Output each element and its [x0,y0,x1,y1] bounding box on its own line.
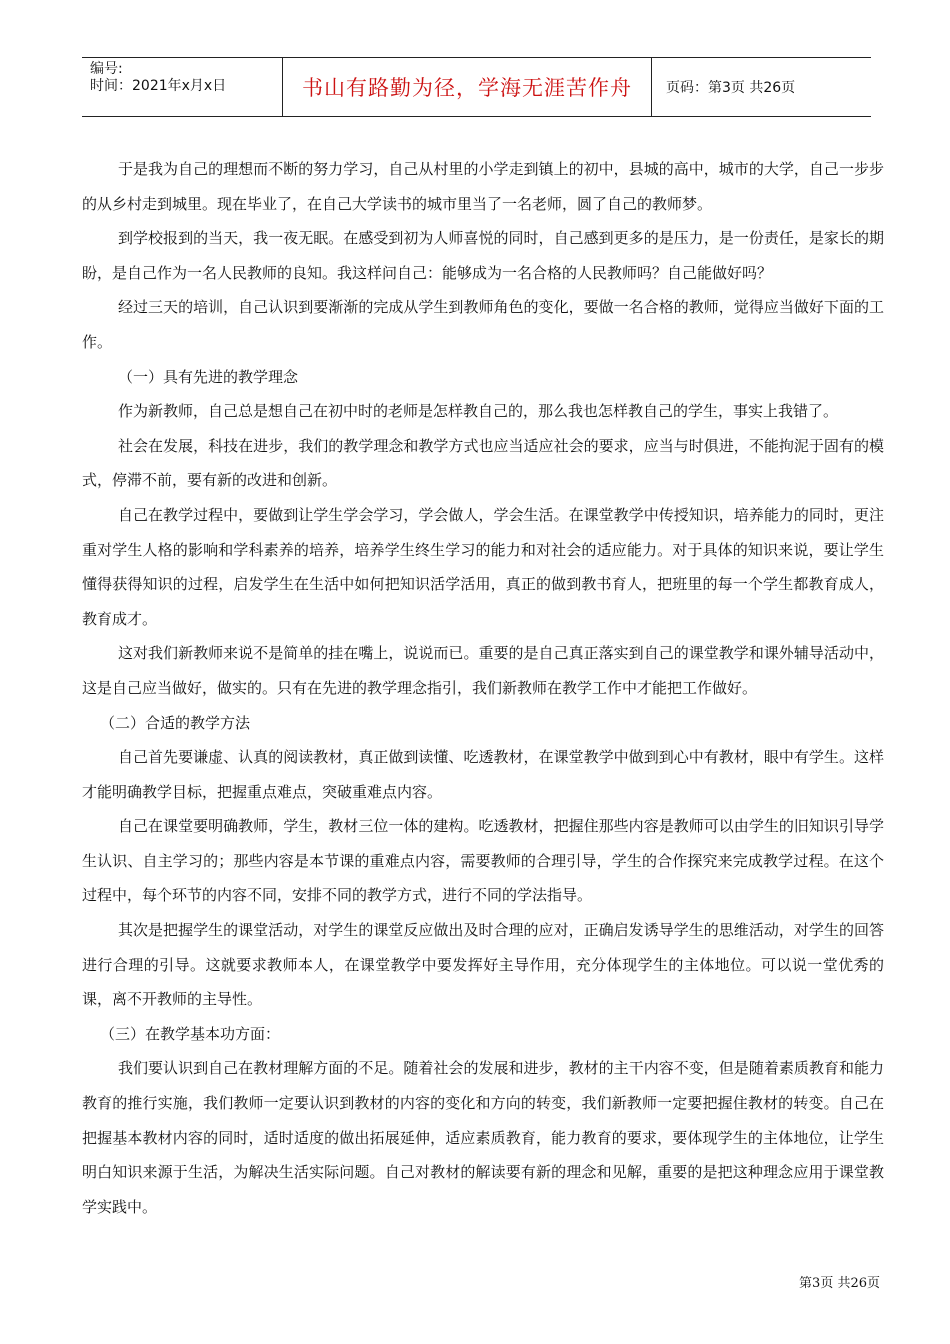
header-page-label: 页码：第3页 共26页 [666,80,796,96]
body-paragraph: 社会在发展，科技在进步，我们的教学理念和教学方式也应当适应社会的要求，应当与时俱进，不能拘泥于固有的模式，停滞不前，要有新的改进和创新。 [82,436,884,490]
body-paragraph: 自己在课堂要明确教师，学生，教材三位一体的建构。吃透教材，把握住那些内容是教师可以由学生的旧知识引导学生认识、自主学习的；那些内容是本节课的重难点内容，需要教师的合理引导，学生的合作探究来完成教学过程。在这个过程中，每个环节的内容不同，安排不同的教学方式，进行不同的学法指导。 [82,817,884,905]
section-heading-1: （一）具有先进的教学理念 [118,367,299,386]
body-paragraph: 我们要认识到自己在教材理解方面的不足。随着社会的发展和进步，教材的主干内容不变，但是随着素质教育和能力教育的推行实施，我们教师一定要认识到教材的内容的变化和方向的转变，我们新教师一定要把握住教材的转变。自己在把握基本教材内容的同时，适时适度的做出拓展延伸，适应素质教育，能力教育的要求，要体现学生的主体地位，让学生明白知识来源于生活，为解决生活实际问题。自己对教材的解读要有新的理念和见解，重要的是把这种理念应用于课堂教学实践中。 [82,1059,884,1216]
page-header [82,57,871,117]
document-body [82,152,884,1224]
body-paragraph: 经过三天的培训，自己认识到要渐渐的完成从学生到教师角色的变化，要做一名合格的教师，觉得应当做好下面的工作。 [82,298,884,351]
body-paragraph: 到学校报到的当天，我一夜无眠。在感受到初为人师喜悦的同时，自己感到更多的是压力，是一份责任，是家长的期盼，是自己作为一名人民教师的良知。我这样问自己：能够成为一名合格的人民教师吗？自己能做好吗？ [82,229,884,282]
body-paragraph: 作为新教师，自己总是想自己在初中时的老师是怎样教自己的，那么我也怎样教自己的学生，事实上我错了。 [118,402,839,421]
body-paragraph: 自己首先要谦虚、认真的阅读教材，真正做到读懂、吃透教材，在课堂教学中做到到心中有教材，眼中有学生。这样才能明确教学目标，把握重点难点，突破重难点内容。 [82,748,884,801]
header-meta [82,58,282,116]
body-paragraph: 自己在教学过程中，要做到让学生学会学习，学会做人，学会生活。在课堂教学中传授知识，培养能力的同时，更注重对学生人格的影响和学科素养的培养，培养学生终生学习的能力和对社会的适应能力。对于具体的知识来说，要让学生懂得获得知识的过程，启发学生在生活中如何把知识活学活用，真正的做到教书育人，把班里的每一个学生都教育成人，教育成才。 [82,505,884,628]
header-motto: 书山有路勤为径，学海无涯苦作舟 [282,58,652,116]
body-paragraph: 这对我们新教师来说不是简单的挂在嘴上，说说而已。重要的是自己真正落实到自己的课堂教学和课外辅导活动中，这是自己应当做好，做实的。只有在先进的教学理念指引，我们新教师在教学工作中才能把工作做好。 [82,644,884,697]
document-date-label: 时间：2021年x月x日 [90,78,227,94]
page-footer: 第3页 共26页 [799,1276,880,1291]
body-paragraph: 其次是把握学生的课堂活动，对学生的课堂反应做出及时合理的应对，正确启发诱导学生的思维活动，对学生的回答进行合理的引导。这就要求教师本人，在课堂教学中要发挥好主导作用，充分体现学生的主体地位。可以说一堂优秀的课，离不开教师的主导性。 [82,921,884,1009]
section-heading-2: （二）合适的教学方法 [100,713,251,732]
document-number-label: 编号: [90,61,123,77]
section-heading-3: （三）在教学基本功方面： [100,1024,281,1043]
body-paragraph: 于是我为自己的理想而不断的努力学习，自己从村里的小学走到镇上的初中，县城的高中，城市的大学，自己一步步的从乡村走到城里。现在毕业了，在自己大学读书的城市里当了一名老师，圆了自己的教师梦。 [82,160,884,213]
